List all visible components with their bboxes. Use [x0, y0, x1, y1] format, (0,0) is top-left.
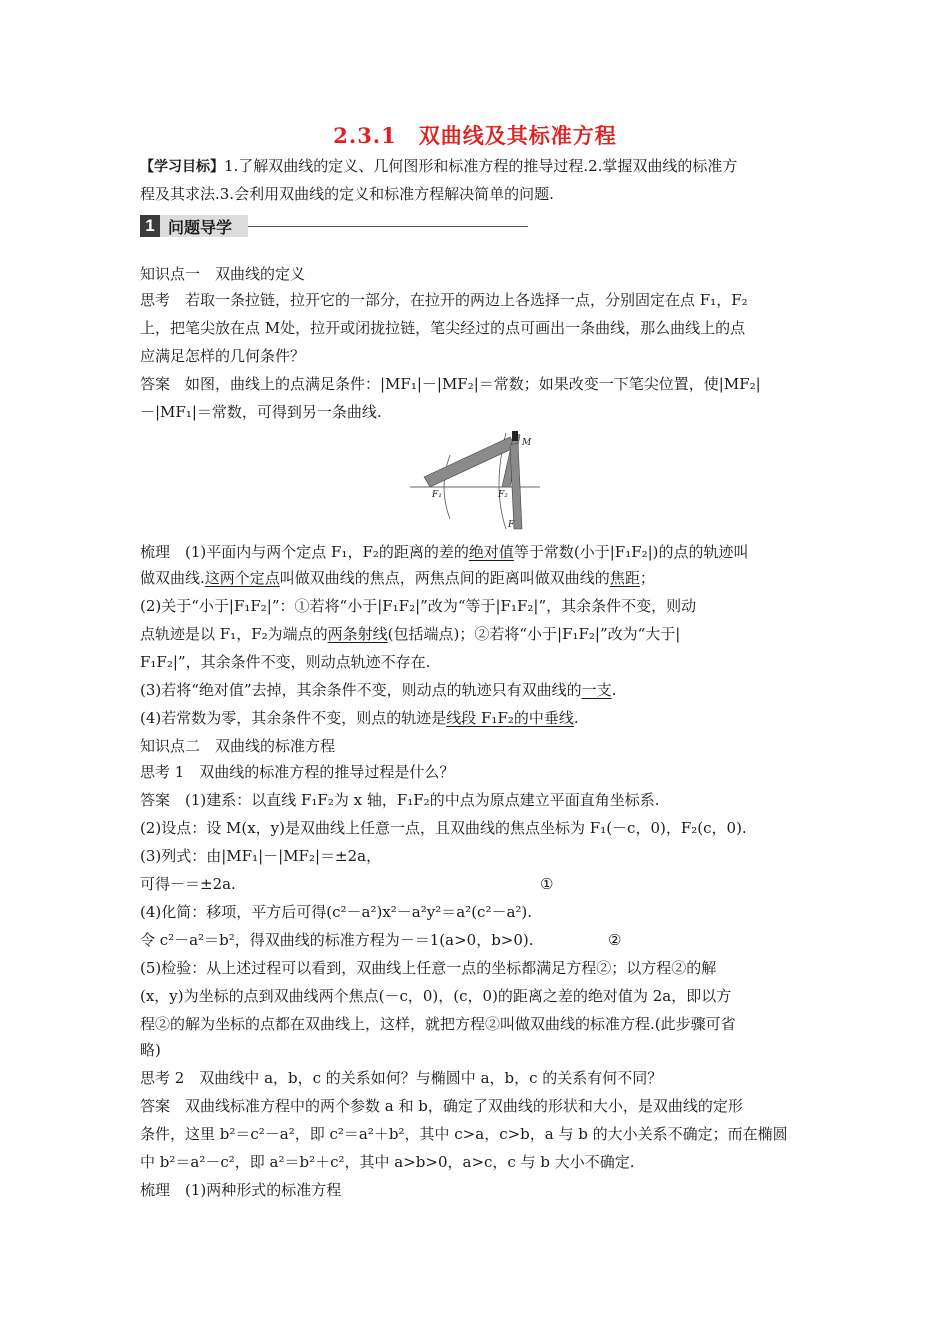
- blank-two-rays: 两条射线: [327, 625, 388, 643]
- summary-text: (3)若将“绝对值”去掉，其余条件不变，则动点的轨迹只有双曲线的: [140, 681, 582, 699]
- section-number: 1: [140, 215, 160, 237]
- k1-think-line-1: 思考 若取一条拉链，拉开它的一部分，在拉开的两边上各选择一点，分别固定在点 F₁，F₂: [140, 291, 748, 309]
- k2-answer-1-line-4: [140, 874, 820, 894]
- figure-zipper-left-strip: [424, 437, 516, 487]
- k2-think-1: 思考 1 双曲线的标准方程的推导过程是什么？: [140, 763, 455, 781]
- k1-heading: 知识点一 双曲线的定义: [140, 265, 306, 283]
- zipper-hyperbola-figure: [410, 425, 540, 530]
- blank-one-branch: 一支: [581, 681, 612, 699]
- learning-goals-line-2: 程及其求法.3.会利用双曲线的定义和标准方程解决简单的问题.: [140, 185, 554, 203]
- section-title: 问题导学: [160, 215, 248, 237]
- figure-label-f: F: [508, 520, 515, 530]
- k1-answer-line-1: 答案 如图，曲线上的点满足条件：|MF₁|－|MF₂|＝常数；如果改变一下笔尖位置，使|MF₂|: [140, 375, 761, 393]
- figure-label-f2: F₂: [498, 490, 508, 500]
- k1-summary-1-line-1: [140, 542, 820, 562]
- equation-marker-2: ②: [608, 931, 622, 949]
- figure-label-m: M: [522, 438, 532, 448]
- k2-answer-2-line-2: 条件，这里 b²＝c²－a²，即 c²＝a²＋b²，其中 c>a，c>b，a 与 b 的大小关系不确定；而在椭圆: [140, 1125, 788, 1143]
- k2-answer-2-line-3: 中 b²＝a²－c²，即 a²＝b²＋c²，其中 a>b>0，a>c，c 与 b 大小不确定.: [140, 1153, 635, 1171]
- k1-summary-3: [140, 680, 820, 700]
- learning-goals-line-1: [140, 156, 820, 177]
- k2-think-2: 思考 2 双曲线中 a，b，c 的关系如何？与椭圆中 a，b，c 的关系有何不同？: [140, 1069, 663, 1087]
- k1-think-line-3: 应满足怎样的几何条件？: [140, 347, 306, 365]
- k2-answer-1-line-1: 答案 (1)建系：以直线 F₁F₂为 x 轴，F₁F₂的中点为原点建立平面直角坐标系.: [140, 791, 660, 809]
- equation-marker-1: ①: [540, 875, 554, 893]
- blank-two-fixed-points: 这两个定点: [204, 569, 280, 587]
- figure-label-f1: F₁: [432, 490, 442, 500]
- equation-text: 可得－＝±2a.: [140, 875, 236, 893]
- k2-answer-1-line-10: 略): [140, 1041, 161, 1059]
- summary-text: 点轨迹是以 F₁，F₂为端点的: [140, 625, 328, 643]
- summary-text: 梳理 (1)平面内与两个定点 F₁，F₂的距离的差的: [140, 543, 469, 561]
- page-title: 2.3.1 双曲线及其标准方程: [333, 123, 617, 148]
- k2-heading: 知识点二 双曲线的标准方程: [140, 737, 336, 755]
- k1-summary-2-line-3: F₁F₂|”，其余条件不变，则动点轨迹不存在.: [140, 653, 431, 671]
- summary-text: (4)若常数为零，其余条件不变，则点的轨迹是: [140, 709, 447, 727]
- k2-answer-2-line-1: 答案 双曲线标准方程中的两个参数 a 和 b，确定了双曲线的形状和大小，是双曲线的定形: [140, 1097, 743, 1115]
- section-divider: [248, 226, 528, 227]
- summary-text: 叫做双曲线的焦点，两焦点间的距离叫做双曲线的: [279, 569, 610, 587]
- figure-pen-tip: [512, 431, 518, 441]
- k2-answer-1-line-3: (3)列式：由|MF₁|－|MF₂|＝±2a，: [140, 847, 382, 865]
- k2-answer-1-line-8: (x，y)为坐标的点到双曲线两个焦点(－c，0)，(c，0)的距离之差的绝对值为 2a，即以方: [140, 987, 732, 1005]
- k1-summary-1-line-2: [140, 568, 820, 588]
- blank-absolute-value: 绝对值: [468, 543, 514, 561]
- k1-think-line-2: 上，把笔尖放在点 M处，拉开或闭拢拉链，笔尖经过的点可画出一条曲线，那么曲线上的点: [140, 319, 746, 337]
- summary-text: 等于常数(小于|F₁F₂|)的点的轨迹叫: [513, 543, 749, 561]
- learning-goals-text: 1.了解双曲线的定义、几何图形和标准方程的推导过程.2.掌握双曲线的标准方: [224, 157, 738, 175]
- k2-answer-1-line-9: 程②的解为坐标的点都在双曲线上，这样，就把方程②叫做双曲线的标准方程.(此步骤可省: [140, 1015, 736, 1033]
- summary-text: (包括端点)；②若将“小于|F₁F₂|”改为“大于|: [387, 625, 681, 643]
- summary-text: .: [573, 709, 579, 727]
- k1-summary-4: [140, 708, 820, 728]
- summary-text: .: [611, 681, 617, 699]
- k2-answer-1-line-7: (5)检验：从上述过程可以看到，双曲线上任意一点的坐标都满足方程②；以方程②的解: [140, 959, 717, 977]
- summary-text: ；: [639, 569, 655, 587]
- k2-answer-1-line-5: (4)化简：移项，平方后可得(c²－a²)x²－a²y²＝a²(c²－a²).: [140, 903, 533, 921]
- k2-answer-1-line-6: [140, 930, 820, 950]
- k1-summary-2-line-2: [140, 624, 820, 644]
- k2-answer-1-line-2: (2)设点：设 M(x，y)是双曲线上任意一点，且双曲线的焦点坐标为 F₁(－c，0)，F₂(c，0).: [140, 819, 747, 837]
- learning-goals-tag: 【学习目标】: [140, 159, 224, 175]
- equation-text: 令 c²－a²＝b²，得双曲线的标准方程为－＝1(a>0，b>0).: [140, 931, 534, 949]
- section-header: [140, 214, 528, 238]
- blank-focal-distance: 焦距: [609, 569, 640, 587]
- k1-summary-2-line-1: (2)关于“小于|F₁F₂|”：①若将“小于|F₁F₂|”改为“等于|F₁F₂|”，其余条件不变，则动: [140, 597, 697, 615]
- blank-perpendicular-bisector: 线段 F₁F₂的中垂线: [446, 709, 574, 727]
- k2-summary-1: 梳理 (1)两种形式的标准方程: [140, 1181, 342, 1199]
- figure-zipper-right-strip: [510, 443, 522, 529]
- summary-text: 做双曲线.: [140, 569, 205, 587]
- k1-answer-line-2: －|MF₁|＝常数，可得到另一条曲线.: [140, 403, 382, 421]
